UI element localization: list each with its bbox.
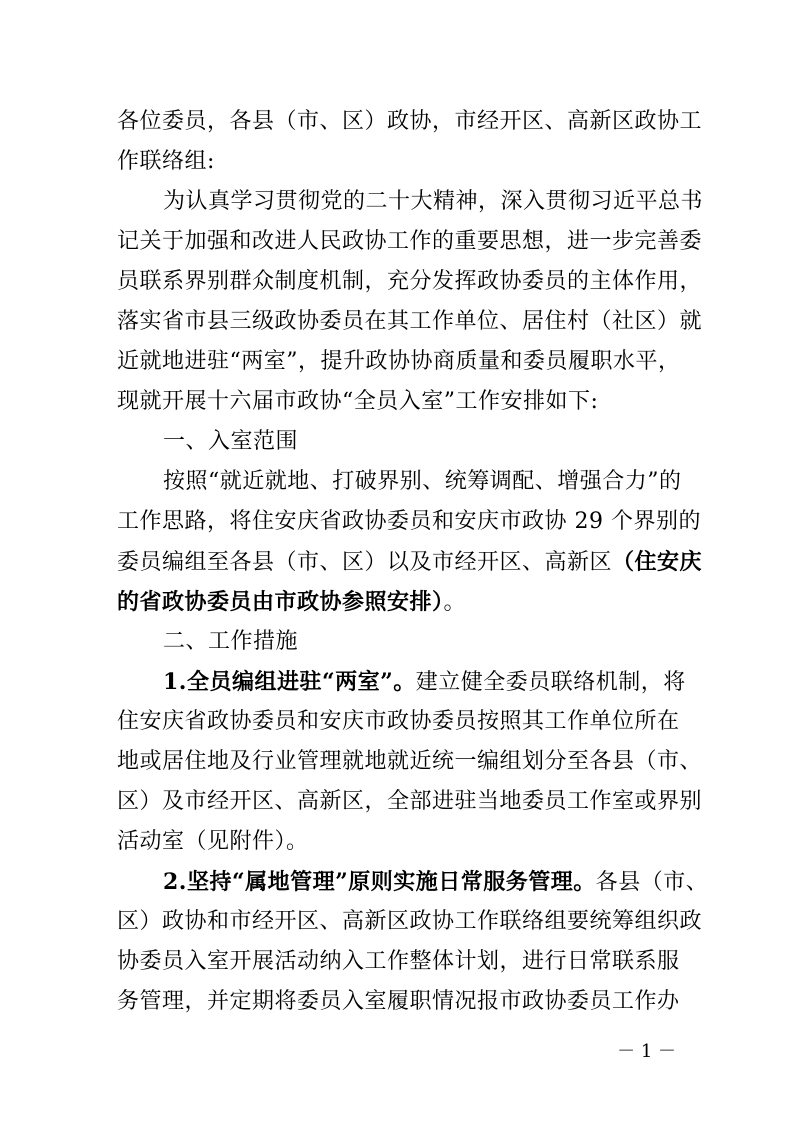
salutation (117, 102, 703, 182)
section-1-line-4-tail: 。 (443, 590, 467, 615)
intro-line-1: 为认真学习贯彻党的二十大精神，深入贯彻习近平总书 (163, 189, 704, 214)
section-1-line-2: 工作思路，将住安庆省政协委员和安庆市政协 29 个界别的 (117, 509, 701, 534)
measure-item-1 (117, 662, 703, 862)
item-1-line-2: 住安庆省政协委员和安庆市政协委员按照其工作单位所在 (117, 709, 680, 734)
item-1-line-5: 活动室（见附件）。 (117, 829, 309, 854)
section-2-heading: 二、工作措施 (163, 629, 299, 654)
section-1-paragraph (117, 462, 703, 622)
intro-paragraph (117, 182, 704, 422)
item-2-title: 2.坚持“属地管理”原则实施日常服务管理。 (163, 869, 596, 895)
section-1-bold-note-part-1: （住安庆 (612, 549, 703, 575)
section-1-bold-note-part-2: 的省政协委员由市政协参照安排） (117, 589, 444, 615)
section-1-line-4 (117, 582, 677, 622)
item-1-line-1 (117, 662, 686, 702)
salutation-line-2: 作联络组: (117, 149, 215, 174)
page-number: － 1 － (617, 1041, 676, 1062)
item-2-line-3: 协委员入室开展活动纳入工作整体计划，进行日常联系服 (117, 949, 680, 974)
section-1 (117, 422, 677, 462)
section-1-line-3-text: 委员编组至各县（市、区）以及市经开区、高新区 (117, 550, 613, 575)
item-1-line-3: 地或居住地及行业管理就地就近统一编组划分至各县（市、 (117, 749, 703, 774)
item-1-line-4: 区）及市经开区、高新区，全部进驻当地委员工作室或界别 (117, 789, 703, 814)
item-1-line-1-rest: 建立健全委员联络机制，将 (415, 670, 686, 695)
section-1-heading: 一、入室范围 (163, 429, 299, 454)
item-2-line-4: 务管理，并定期将委员入室履职情况报市政协委员工作办 (117, 989, 680, 1014)
intro-line-2: 记关于加强和改进人民政协工作的重要思想，进一步完善委 (117, 229, 703, 254)
section-1-line-3 (117, 542, 703, 582)
section-2 (117, 622, 677, 662)
intro-line-6: 现就开展十六届市政协“全员入室”工作安排如下: (117, 389, 599, 414)
item-2-line-1 (117, 862, 709, 902)
salutation-line-1: 各位委员，各县（市、区）政协，市经开区、高新区政协工 (117, 109, 703, 134)
intro-line-5: 近就地进驻“两室”，提升政协协商质量和委员履职水平， (117, 349, 681, 374)
intro-line-4: 落实省市县三级政协委员在其工作单位、居住村（社区）就 (117, 309, 703, 334)
section-1-line-1: 按照“就近就地、打破界别、统筹调配、增强合力”的 (163, 469, 682, 494)
measure-item-2 (117, 862, 709, 1022)
item-2-line-1-rest: 各县（市、 (595, 870, 709, 895)
item-1-title: 1.全员编组进驻“两室”。 (163, 669, 416, 695)
intro-line-3: 员联系界别群众制度机制，充分发挥政协委员的主体作用， (117, 269, 703, 294)
item-2-line-2: 区）政协和市经开区、高新区政协工作联络组要统筹组织政 (117, 909, 703, 934)
